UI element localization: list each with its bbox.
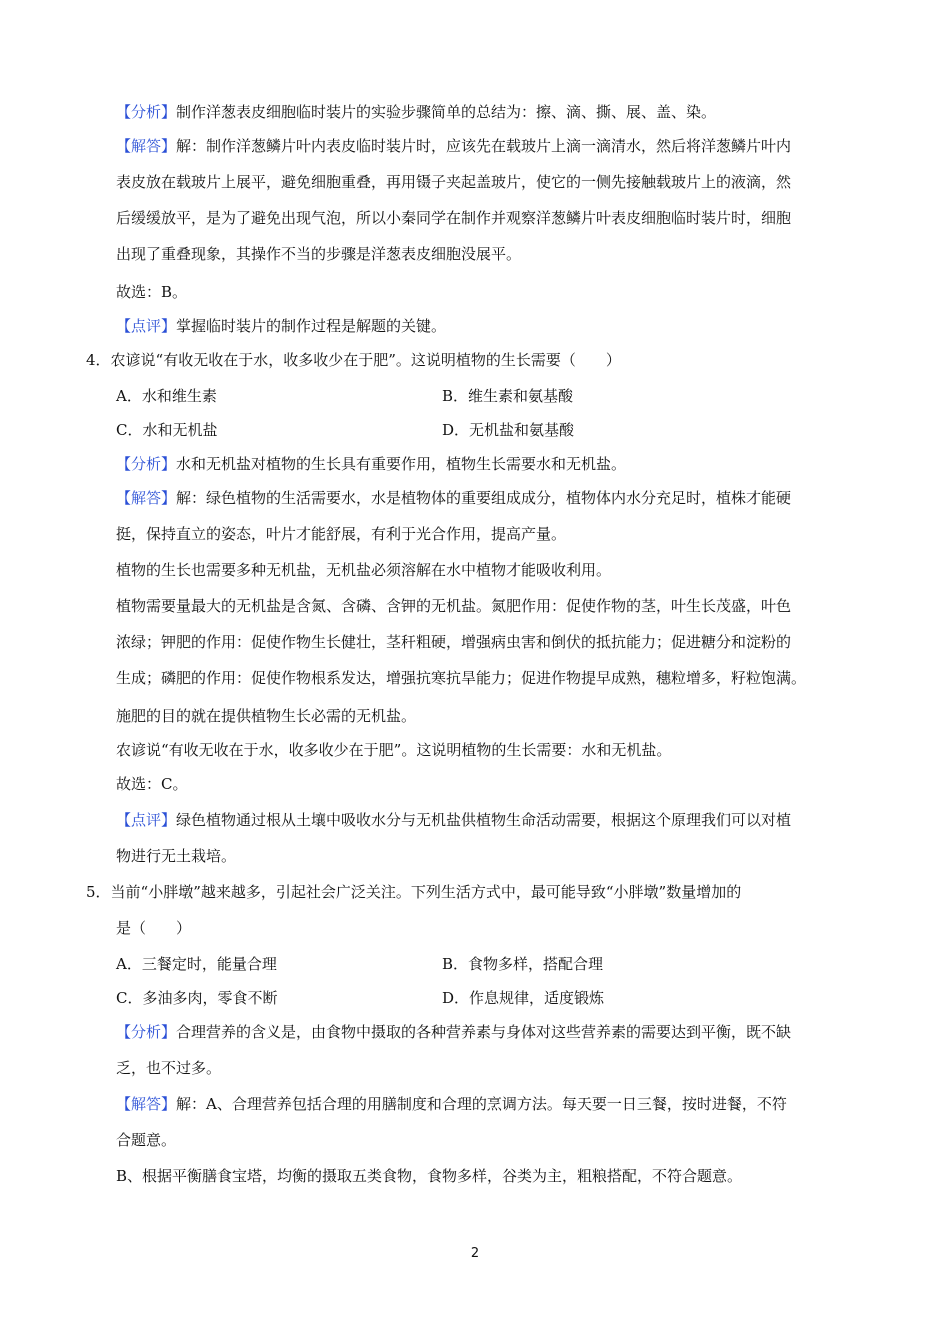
text-line: 表皮放在载玻片上展平，避免细胞重叠，再用镊子夹起盖玻片，使它的一侧先接触载玻片上的液滴，然 [116, 173, 792, 191]
q3-choice: 故选：B。 [116, 283, 188, 301]
q4-analysis: 【分析】水和无机盐对植物的生长具有重要作用，植物生长需要水和无机盐。 [116, 455, 627, 473]
q5-option-d: D．作息规律，适度锻炼 [442, 989, 605, 1007]
text-line: 出现了重叠现象，其操作不当的步骤是洋葱表皮细胞没展平。 [116, 245, 522, 263]
text-line: 物进行无土栽培。 [116, 847, 237, 865]
q3-analysis: 【分析】制作洋葱表皮细胞临时装片的实验步骤简单的总结为：擦、滴、撕、展、盖、染。 [116, 103, 717, 121]
text-line: 农谚说“有收无收在于水，收多收少在于肥”。这说明植物的生长需要：水和无机盐。 [116, 741, 672, 759]
answer-tag: 【解答】 [116, 489, 177, 507]
q4-option-c: C．水和无机盐 [116, 421, 218, 439]
q5-option-a: A．三餐定时，能量合理 [116, 955, 277, 973]
text-line: 挺，保持直立的姿态，叶片才能舒展，有利于光合作用，提高产量。 [116, 525, 567, 543]
text-line: 后缓缓放平，是为了避免出现气泡，所以小秦同学在制作并观察洋葱鳞片叶表皮细胞临时装片时，细胞 [116, 209, 792, 227]
q5-stem: 5．当前“小胖墩”越来越多，引起社会广泛关注。下列生活方式中，最可能导致“小胖墩”数量增加的 [86, 883, 742, 901]
q5-answer: 【解答】解：A、合理营养包括合理的用膳制度和合理的烹调方法。每天要一日三餐，按时进餐，不符 [116, 1095, 787, 1113]
q5-stem-cont: 是（ ） [116, 919, 192, 937]
q4-comment: 【点评】绿色植物通过根从土壤中吸收水分与无机盐供植物生命活动需要，根据这个原理我们可以对植 [116, 811, 792, 829]
q4-option-d: D．无机盐和氨基酸 [442, 421, 575, 439]
q4-choice: 故选：C。 [116, 775, 188, 793]
q5-analysis: 【分析】合理营养的含义是，由食物中摄取的各种营养素与身体对这些营养素的需要达到平衡，既不缺 [116, 1023, 792, 1041]
analysis-tag: 【分析】 [116, 1023, 177, 1041]
analysis-tag: 【分析】 [116, 455, 177, 473]
q4-answer: 【解答】解：绿色植物的生活需要水，水是植物体的重要组成成分，植物体内水分充足时，植株才能硬 [116, 489, 792, 507]
text-line: 植物需要量最大的无机盐是含氮、含磷、含钾的无机盐。氮肥作用：促使作物的茎，叶生长茂盛，叶色 [116, 597, 792, 615]
text-line: 合题意。 [116, 1131, 177, 1149]
q5-option-b: B．食物多样，搭配合理 [442, 955, 604, 973]
q5-option-c: C．多油多肉，零食不断 [116, 989, 278, 1007]
comment-tag: 【点评】 [116, 317, 177, 335]
page-number: 2 [470, 1246, 480, 1261]
q3-answer: 【解答】解：制作洋葱鳞片叶内表皮临时装片时，应该先在载玻片上滴一滴清水，然后将洋葱鳞片叶内 [116, 137, 792, 155]
text-line: 乏，也不过多。 [116, 1059, 222, 1077]
text-line: 生成；磷肥的作用：促使作物根系发达，增强抗寒抗旱能力；促进作物提早成熟，穗粒增多，籽粒饱满。 [116, 669, 807, 687]
q4-option-a: A．水和维生素 [116, 387, 217, 405]
text-line: 植物的生长也需要多种无机盐，无机盐必须溶解在水中植物才能吸收利用。 [116, 561, 612, 579]
q3-comment: 【点评】掌握临时装片的制作过程是解题的关键。 [116, 317, 447, 335]
q4-stem: 4．农谚说“有收无收在于水，收多收少在于肥”。这说明植物的生长需要（ ） [86, 351, 621, 369]
text-line: B、根据平衡膳食宝塔，均衡的摄取五类食物，食物多样，谷类为主，粗粮搭配，不符合题意。 [116, 1167, 743, 1185]
q4-option-b: B．维生素和氨基酸 [442, 387, 574, 405]
text-line: 浓绿；钾肥的作用：促使作物生长健壮，茎秆粗硬，增强病虫害和倒伏的抵抗能力；促进糖分和淀粉的 [116, 633, 792, 651]
analysis-tag: 【分析】 [116, 103, 177, 121]
text-line: 施肥的目的就在提供植物生长必需的无机盐。 [116, 707, 417, 725]
comment-tag: 【点评】 [116, 811, 177, 829]
answer-tag: 【解答】 [116, 1095, 177, 1113]
answer-tag: 【解答】 [116, 137, 177, 155]
